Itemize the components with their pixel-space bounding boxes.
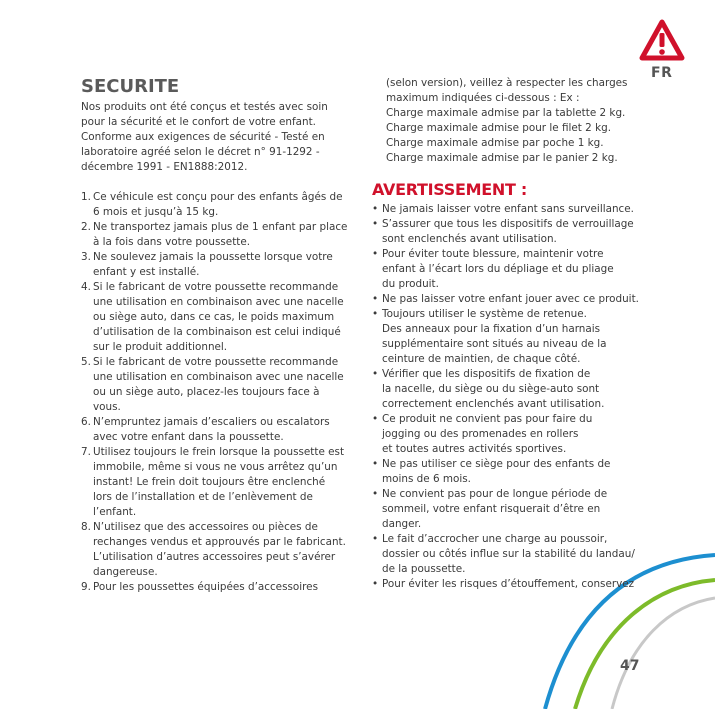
language-label: FR — [651, 65, 673, 81]
warning-column — [372, 76, 642, 592]
safety-list-item — [81, 580, 353, 595]
item-text-line: instant! Le frein doit toujours être enclenché — [93, 476, 326, 488]
bullet-text-line: danger. — [382, 518, 422, 530]
bullet-text-line: Pour éviter les risques d’étouffement, conservez — [382, 578, 635, 590]
safety-list-item — [81, 355, 353, 415]
safety-list-item — [81, 520, 353, 580]
item-text-line: Si le fabricant de votre poussette recommande — [93, 356, 339, 368]
bullet-dot-icon: • — [372, 368, 379, 380]
item-text-line: une utilisation en combinaison avec une nacelle — [93, 371, 344, 383]
safety-list-item — [81, 250, 353, 280]
item-number: 1. — [81, 191, 91, 203]
bullet-text-line: sommeil, votre enfant risquerait d’être en — [382, 503, 601, 515]
item-text-line: L’utilisation d’autres accessoires peut s’avérer — [93, 551, 336, 563]
item-text-line: Pour les poussettes équipées d’accessoires — [93, 581, 318, 593]
bullet-text-line: Vérifier que les dispositifs de fixation de — [382, 368, 591, 380]
securite-intro: Nos produits ont été conçus et testés avec soin pour la sécurité et le confort de votre enfant. Conforme aux exigences de sécurité - Testé en laboratoire agréé selon le décret n° 91-1292 - décembre 1991 - EN1888:2012. — [81, 101, 328, 173]
item-text-line: rechanges vendus et approuvés par le fabricant. — [93, 536, 346, 548]
safety-list-item — [81, 280, 353, 355]
item-text-line: Ce véhicule est conçu pour des enfants âgés de — [93, 191, 343, 203]
item-number: 8. — [81, 521, 91, 533]
item-text-line: ou un siège auto, placez-les toujours face à — [93, 386, 320, 398]
item-text-line: enfant y est installé. — [93, 266, 200, 278]
warning-list-item — [372, 307, 642, 367]
bullet-text-line: Le fait d’accrocher une charge au poussoir, — [382, 533, 608, 545]
item-number: 9. — [81, 581, 91, 593]
warning-list-item — [372, 412, 642, 457]
bullet-text-line: Ne jamais laisser votre enfant sans surveillance. — [382, 203, 634, 215]
safety-list-item — [81, 445, 353, 520]
warning-list-item — [372, 532, 642, 577]
swoosh-green — [575, 580, 715, 709]
safety-list-item — [81, 415, 353, 445]
item-text-line: N’utilisez que des accessoires ou pièces de — [93, 521, 318, 533]
safety-list-item — [81, 220, 353, 250]
item-number: 2. — [81, 221, 91, 233]
bullet-text-line: la nacelle, du siège ou du siège-auto sont — [382, 383, 600, 395]
page-number: 47 — [620, 658, 640, 674]
item-number: 7. — [81, 446, 91, 458]
bullet-dot-icon: • — [372, 203, 379, 215]
bullet-text-line: Ne convient pas pour de longue période de — [382, 488, 608, 500]
item-text-line: vous. — [93, 401, 121, 413]
item-text-line: Ne soulevez jamais la poussette lorsque votre — [93, 251, 333, 263]
swoosh-gray — [612, 598, 715, 709]
bullet-dot-icon: • — [372, 218, 379, 230]
item-text-line: sur le produit additionnel. — [93, 341, 228, 353]
bullet-dot-icon: • — [372, 293, 379, 305]
bullet-text-line: ceinture de maintien, de chaque côté. — [382, 353, 581, 365]
bullet-text-line: Des anneaux pour la fixation d’un harnais — [382, 323, 601, 335]
bullet-text-line: Ne pas utiliser ce siège pour des enfants de — [382, 458, 611, 470]
warning-list-item — [372, 247, 642, 292]
item-number: 3. — [81, 251, 91, 263]
securite-heading: SECURITE — [81, 76, 180, 97]
bullet-text-line: Ne pas laisser votre enfant jouer avec ce produit. — [382, 293, 639, 305]
item-number: 6. — [81, 416, 91, 428]
bullet-text-line: et toutes autres activités sportives. — [382, 443, 567, 455]
item-text-line: immobile, même si vous ne vous arrêtez qu’un — [93, 461, 338, 473]
item-text-line: Ne transportez jamais plus de 1 enfant par place — [93, 221, 348, 233]
bullet-text-line: Pour éviter toute blessure, maintenir votre — [382, 248, 604, 260]
item-text-line: d’utilisation de la combinaison est celui indiqué — [93, 326, 341, 338]
bullet-text-line: de la poussette. — [382, 563, 466, 575]
warning-list-item — [372, 217, 642, 247]
bullet-dot-icon: • — [372, 248, 379, 260]
warning-bullet-list — [372, 202, 642, 592]
safety-numbered-list — [81, 190, 353, 595]
warning-list-item — [372, 487, 642, 532]
bullet-dot-icon: • — [372, 533, 379, 545]
warning-list-item — [372, 367, 642, 412]
bullet-text-line: Ce produit ne convient pas pour faire du — [382, 413, 593, 425]
avertissement-heading: AVERTISSEMENT : — [372, 180, 527, 199]
item-text-line: à la fois dans votre poussette. — [93, 236, 251, 248]
item-text-line: l’enfant. — [93, 506, 137, 518]
accessories-load-limits: (selon version), veillez à respecter les charges maximum indiquées ci-dessous : Ex : Charge maximale admise par la tablette 2 kg. Charge maximale admise pour le filet 2 kg. Charge maximale admise par poche 1 kg. Charge maximale admise par le panier 2 kg. — [386, 77, 628, 164]
item-text-line: avec votre enfant dans la poussette. — [93, 431, 284, 443]
bullet-text-line: jogging ou des promenades en rollers — [382, 428, 579, 440]
item-text-line: Utilisez toujours le frein lorsque la poussette est — [93, 446, 345, 458]
warning-list-item — [372, 577, 642, 592]
warning-list-item — [372, 457, 642, 487]
item-text-line: N’empruntez jamais d’escaliers ou escalators — [93, 416, 330, 428]
item-number: 5. — [81, 356, 91, 368]
bullet-text-line: correctement enclenchés avant utilisation. — [382, 398, 605, 410]
item-text-line: lors de l’installation et de l’enlèvement de — [93, 491, 313, 503]
item-text-line: Si le fabricant de votre poussette recommande — [93, 281, 339, 293]
bullet-text-line: S’assurer que tous les dispositifs de verrouillage — [382, 218, 634, 230]
bullet-text-line: supplémentaire sont situés au niveau de la — [382, 338, 607, 350]
bullet-text-line: moins de 6 mois. — [382, 473, 471, 485]
bullet-dot-icon: • — [372, 308, 379, 320]
bullet-text-line: Toujours utiliser le système de retenue. — [382, 308, 587, 320]
bullet-dot-icon: • — [372, 458, 379, 470]
item-text-line: 6 mois et jusqu’à 15 kg. — [93, 206, 219, 218]
item-number: 4. — [81, 281, 91, 293]
bullet-text-line: du produit. — [382, 278, 439, 290]
safety-column — [81, 76, 353, 595]
safety-list-item — [81, 190, 353, 220]
bullet-text-line: enfant à l’écart lors du dépliage et du pliage — [382, 263, 614, 275]
bullet-dot-icon: • — [372, 578, 379, 590]
warning-list-item — [372, 202, 642, 217]
bullet-dot-icon: • — [372, 413, 379, 425]
item-text-line: une utilisation en combinaison avec une nacelle — [93, 296, 344, 308]
warning-triangle-icon — [638, 18, 686, 64]
bullet-text-line: sont enclenchés avant utilisation. — [382, 233, 557, 245]
bullet-dot-icon: • — [372, 488, 379, 500]
warning-list-item — [372, 292, 642, 307]
item-text-line: ou siège auto, dans ce cas, le poids maximum — [93, 311, 335, 323]
bullet-text-line: dossier ou côtés influe sur la stabilité du landau/ — [382, 548, 635, 560]
item-text-line: dangereuse. — [93, 566, 158, 578]
